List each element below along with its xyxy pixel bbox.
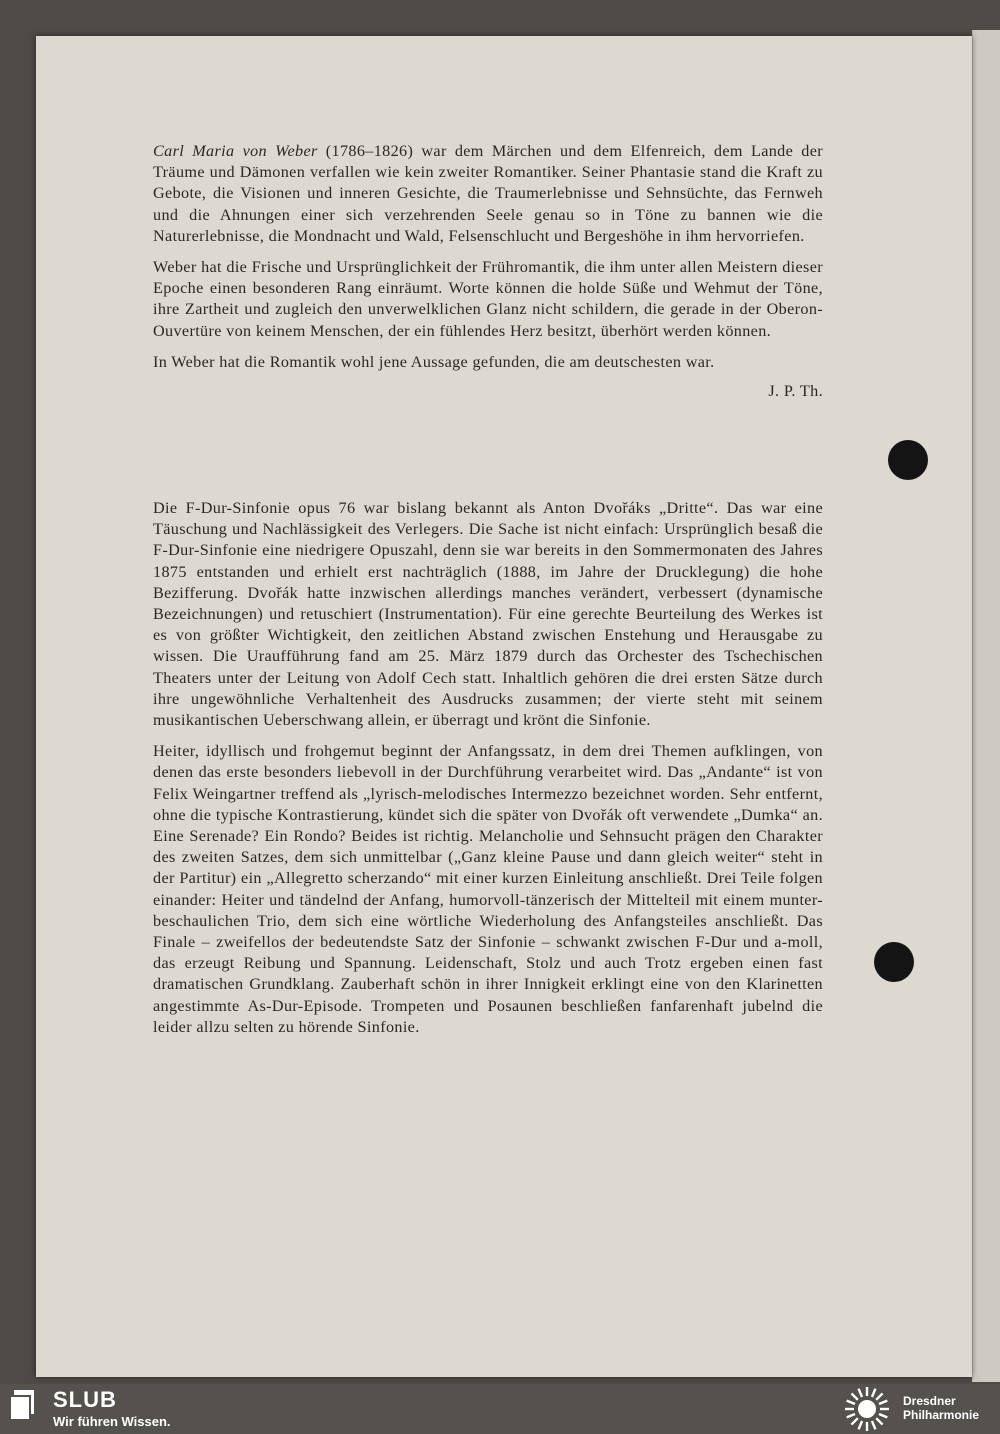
partner-name-line-1: Dresdner: [903, 1394, 956, 1408]
library-name[interactable]: SLUB: [53, 1387, 117, 1412]
slub-logo-icon: [10, 1390, 36, 1420]
partner-name-line-2: Philharmonie: [903, 1408, 980, 1422]
dvorak-paragraph-2: Heiter, idyllisch und frohgemut beginnt der Anfangssatz, in dem drei Themen aufklingen, von denen das erste besonders liebevoll in der Durchführung verarbeitet wird. Das „Andante“ ist von Felix Weingartner treffend als „lyrisch-melodisches Intermezzo bezeichnet worden. Sehr entfernt, ohne die typische Kontrastierung, kündet sich die später von Dvořák oft verwendete „Dumka“ an. Eine Serenade? Ein Rondo? Beides ist richtig. Melancholie und Sehnsucht prägen den Charakter des zweiten Satzes, dem sich unmittelbar („Ganz kleine Pause und dann gleich weiter“ steht in der Partitur) ein „Allegretto scherzando“ mit einer kurzen Einleitung anschließt. Drei Teile folgen einander: Heiter und tändelnd der Anfang, humorvoll-tänzerisch der Mittelteil mit einem munter-beschaulichen Trio, dem sich eine wörtliche Wiederholung des Anfangsteiles anschließt. Das Finale – zweifellos der bedeutendste Satz der Sinfonie – schwankt zwischen F-Dur und a-moll, das erzeugt Reibung und Spannung. Leidenschaft, Stolz und auch Trotz ergeben einen fast dramatischen Grundklang. Zauberhaft schön in ihrer Innigkeit erklingt eine von den Klarinetten angestimmte As-Dur-Episode. Trompeten und Posaunen beschließen fanfarenhaft jubelnd die leider allzu selten zu hörende Sinfonie.: [153, 742, 823, 1036]
dvorak-paragraph-1: Die F-Dur-Sinfonie opus 76 war bislang bekannt als Anton Dvořáks „Dritte“. Das war eine Täuschung und Nachlässigkeit des Verlegers. Die Sache ist nicht einfach: Ursprünglich besaß die F-Dur-Sinfonie eine niedrigere Opuszahl, denn sie war bereits in den Sommermonaten des Jahres 1875 entstanden und erhielt erst nachträglich (1888, im Jahre der Drucklegung) die hohe Bezifferung. Dvořák hatte inzwischen allerdings manches verändert, verbessert (dynamische Bezeichnungen) und retuschiert (Instrumentation). Für eine gerechte Beurteilung des Werkes ist es von größter Wichtigkeit, den zeitlichen Abstand zwischen Enstehung und Herausgabe zu wissen. Die Uraufführung fand am 25. März 1879 durch das Orchester des Tschechischen Theaters unter der Leitung von Adolf Cech statt. Inhaltlich gehören die drei ersten Sätze durch ihre ungewöhnliche Verhaltenheit des Ausdrucks zusammen; der vierte steht mit seinem musikantischen Ueberschwang allein, er überragt und krönt die Sinfonie.: [153, 499, 823, 730]
next-page-edge: [972, 30, 1000, 1382]
punch-hole: [888, 440, 928, 480]
footer-bar: [0, 1384, 1000, 1434]
weber-paragraph-3: In Weber hat die Romantik wohl jene Aussage gefunden, die am deutschesten war.: [153, 352, 715, 371]
weber-paragraph-2: Weber hat die Frische und Ursprünglichkeit der Frühromantik, die ihm unter allen Meistern dieser Epoche einen besonderen Rang einräumt. Worte können die holde Süße und Wehmut der Töne, ihre Zartheit und zugleich den unverwelklichen Glanz nicht schildern, die gerade in der Oberon-Ouvertüre von keinem Menschen, der ein fühlendes Herz besitzt, überhört werden können.: [153, 258, 823, 340]
partner-name[interactable]: [903, 1394, 979, 1422]
composer-name: Carl Maria von Weber: [153, 142, 318, 160]
dresdner-philharmonie-logo[interactable]: [840, 1386, 894, 1432]
weber-paragraph-1: [153, 141, 823, 247]
dvorak-text-block: [153, 498, 823, 1048]
weber-paragraph-1-text: (1786–1826) war dem Märchen und dem Elfenreich, dem Lande der Träume und Dämonen verfallen wie kein zweiter Romantiker. Seiner Phantasie stand die Kraft zu Gebote, die Visionen und inneren Gesichte, die Traumerlebnisse und Sehnsüchte, das Fernweh und die Ahnungen einer sich verzehrenden Seele genau so in Töne zu bannen wie die Naturerlebnisse, die Mondnacht und Wald, Felsenschlucht und Bergeshöhe in ihm hervorriefen.: [153, 142, 824, 245]
author-signature: J. P. Th.: [768, 382, 823, 401]
punch-hole: [874, 942, 914, 982]
weber-text-block: [153, 141, 823, 402]
library-tagline: Wir führen Wissen.: [53, 1414, 171, 1429]
